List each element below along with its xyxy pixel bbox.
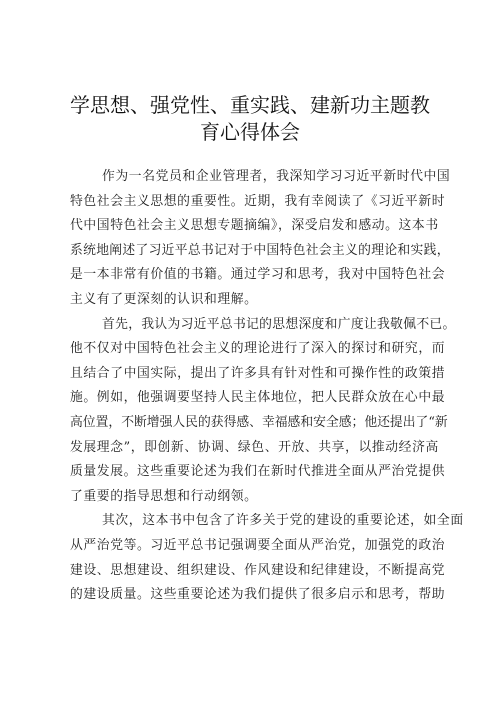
text-line: 了重要的指导思想和行动纲领。	[70, 488, 258, 504]
text-line: 从严治党等。习近平总书记强调要全面从严治党，加强党的政治	[70, 537, 446, 553]
text-line: 代中国特色社会主义思想专题摘编》，深受启发和感动。这本书	[70, 218, 439, 234]
text-line: 首先，我认为习近平总书记的思想深度和广度让我敬佩不已。	[102, 316, 456, 332]
document-body	[70, 165, 464, 608]
text-line: 高位置，不断增强人民的获得感、幸福感和安全感；他还提出了“新	[70, 414, 448, 430]
paragraph-3	[70, 509, 464, 607]
document-title	[60, 92, 440, 146]
text-line: 发展理念”，即创新、协调、绿色、开放、共享，以推动经济高	[70, 439, 439, 455]
text-line: 质量发展。这些重要论述为我们在新时代推进全面从严治党提供	[70, 464, 446, 480]
text-line: 建设、思想建设、组织建设、作风建设和纪律建设，不断提高党	[70, 562, 446, 578]
text-line: 作为一名党员和企业管理者，我深知学习习近平新时代中国	[102, 169, 451, 184]
title-line: 学思想、强党性、重实践、建新功主题教	[70, 93, 430, 117]
title-line: 育心得体会	[200, 120, 300, 144]
text-line: 其次，这本书中包含了许多关于党的建设的重要论述，如全面	[102, 513, 464, 529]
text-line: 的建设质量。这些重要论述为我们提供了很多启示和思考，帮助	[70, 587, 446, 603]
paragraph-1	[70, 165, 451, 313]
text-line: 他不仅对中国特色社会主义的理论进行了深入的探讨和研究，而	[70, 341, 446, 357]
text-line: 主义有了更深刻的认识和理解。	[70, 291, 258, 307]
text-line: 且结合了中国实际，提出了许多具有针对性和可操作性的政策措	[70, 365, 446, 381]
text-line: 特色社会主义思想的重要性。近期，我有幸阅读了《习近平新时	[70, 193, 446, 209]
text-line: 是一本非常有价值的书籍。通过学习和思考，我对中国特色社会	[70, 267, 446, 283]
paragraph-2	[70, 313, 456, 510]
text-line: 施。例如，他强调要坚持人民主体地位，把人民群众放在心中最	[70, 390, 446, 406]
text-line: 系统地阐述了习近平总书记对于中国特色社会主义的理论和实践，	[70, 242, 450, 258]
